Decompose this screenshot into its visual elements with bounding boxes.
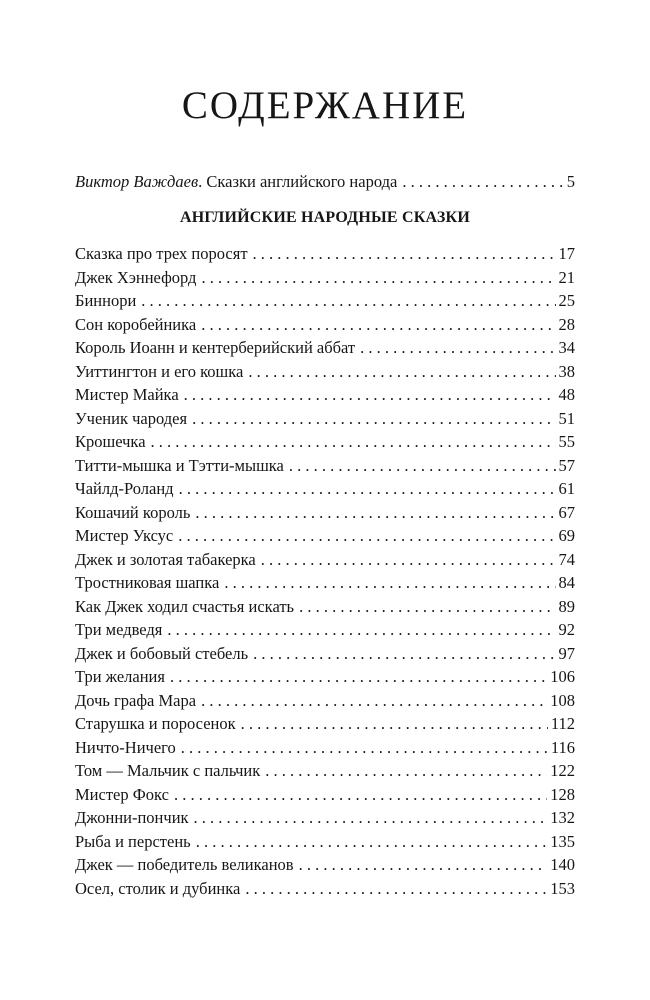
toc-entry[interactable]	[75, 266, 575, 290]
page-number: 135	[550, 831, 575, 851]
toc-entry[interactable]	[75, 712, 575, 736]
entry-title: Ученик чародея	[75, 408, 188, 428]
toc-entry[interactable]	[75, 454, 575, 478]
dot-leader	[253, 642, 555, 666]
entry-title: Дочь графа Мара	[75, 690, 197, 710]
dot-leader	[194, 806, 548, 830]
toc-entry[interactable]	[75, 689, 575, 713]
entry-title: Кошачий король	[75, 502, 191, 522]
entry-title-text: . Сказки английского народа	[198, 172, 398, 191]
page-number: 34	[558, 338, 575, 357]
entry-title: Мистер Фокс	[75, 784, 169, 804]
page-number: 89	[558, 596, 575, 616]
dot-leader	[360, 336, 555, 360]
entry-title: Мистер Уксус	[75, 526, 174, 545]
page-number: 106	[550, 667, 575, 686]
toc-entry[interactable]	[75, 665, 575, 689]
dot-leader	[192, 407, 555, 431]
toc-entry-intro[interactable]	[75, 170, 575, 194]
page-title: СОДЕРЖАНИЕ	[181, 84, 469, 127]
entry-author: Виктор Важдаев	[75, 172, 199, 191]
toc-entry[interactable]	[75, 501, 575, 525]
toc-entry[interactable]	[75, 289, 575, 313]
dot-leader	[299, 853, 548, 877]
page-number: 112	[550, 714, 575, 733]
dot-leader	[151, 430, 556, 454]
toc-entry[interactable]	[75, 477, 575, 501]
entry-title: Джек и золотая табакерка	[75, 549, 256, 569]
entry-title: Мистер Майка	[75, 385, 179, 404]
dot-leader	[201, 313, 555, 337]
toc-entry[interactable]	[75, 383, 575, 407]
toc-entry[interactable]	[75, 313, 575, 337]
page-number: 48	[558, 385, 575, 404]
page-number: 116	[550, 737, 575, 757]
toc-entry[interactable]	[75, 360, 575, 384]
entry-title: Сон коробейника	[75, 314, 197, 334]
dot-leader	[248, 360, 555, 384]
dot-leader	[265, 759, 547, 783]
page-number: 140	[550, 855, 575, 874]
entry-title: Три медведя	[75, 620, 163, 639]
entry-title: Том — Мальчик с пальчик	[75, 761, 261, 780]
toc-entry[interactable]	[75, 806, 575, 830]
section-heading: АНГЛИЙСКИЕ НАРОДНЫЕ СКАЗКИ	[179, 209, 471, 226]
page-number: 132	[550, 808, 575, 827]
entry-title: Сказка про трех поросят	[75, 244, 248, 263]
dot-leader	[195, 501, 555, 525]
dot-leader	[141, 289, 555, 313]
entry-title: Джек — победитель великанов	[75, 855, 294, 874]
toc-entry[interactable]	[75, 336, 575, 360]
toc-entry[interactable]	[75, 595, 575, 619]
page-number: 51	[558, 408, 575, 428]
entry-title: Король Иоанн и кентерберийский аббат	[75, 338, 356, 357]
toc-entry[interactable]	[75, 407, 575, 431]
dot-leader	[179, 477, 556, 501]
page-number: 25	[558, 291, 575, 310]
toc-entry[interactable]	[75, 242, 575, 266]
dot-leader	[299, 595, 555, 619]
page-number: 153	[550, 878, 575, 898]
toc-entry[interactable]	[75, 783, 575, 807]
entry-title: Биннори	[75, 291, 137, 310]
page-number: 92	[558, 620, 575, 639]
toc-entry[interactable]	[75, 618, 575, 642]
dot-leader	[402, 170, 563, 194]
dot-leader	[201, 689, 547, 713]
entry-title: Чайлд-Роланд	[75, 479, 174, 498]
page-number: 28	[558, 314, 575, 334]
entry-title: Осел, столик и дубинка	[75, 878, 241, 898]
dot-leader	[174, 783, 547, 807]
page-number: 69	[558, 526, 575, 545]
page-number: 55	[558, 432, 575, 451]
toc-entry[interactable]	[75, 430, 575, 454]
dot-leader	[289, 454, 556, 478]
page-number: 61	[558, 479, 575, 498]
entry-title: Крошечка	[75, 432, 146, 451]
entry-title: Старушка и поросенок	[75, 714, 236, 733]
toc-entry[interactable]	[75, 759, 575, 783]
toc-entry[interactable]	[75, 877, 575, 901]
page-number: 97	[558, 643, 575, 663]
dot-leader	[196, 830, 548, 854]
entry-title: Как Джек ходил счастья искать	[75, 596, 295, 616]
dot-leader	[261, 548, 556, 572]
dot-leader	[167, 618, 555, 642]
toc-entry[interactable]	[75, 853, 575, 877]
page-number: 128	[550, 784, 575, 804]
toc-list	[75, 242, 575, 900]
entry-title: Джек Хэннефорд	[75, 267, 197, 287]
page-number: 108	[550, 690, 575, 710]
dot-leader	[241, 712, 548, 736]
dot-leader	[178, 524, 555, 548]
page-number: 21	[558, 267, 575, 287]
page-number: 67	[558, 502, 575, 522]
page-number: 57	[558, 455, 575, 475]
dot-leader	[184, 383, 556, 407]
toc-entry[interactable]	[75, 736, 575, 760]
entry-title: Джонни-пончик	[75, 808, 189, 827]
page-number: 38	[558, 361, 575, 381]
toc-entry[interactable]	[75, 642, 575, 666]
entry-title: Ничто-Ничего	[75, 737, 176, 757]
dot-leader	[170, 665, 547, 689]
dot-leader	[181, 736, 548, 760]
page-number: 122	[550, 761, 575, 780]
toc-entry[interactable]	[75, 571, 575, 595]
dot-leader	[245, 877, 547, 901]
entry-title: Уиттингтон и его кошка	[75, 361, 244, 381]
entry-title: Титти-мышка и Тэтти-мышка	[75, 455, 284, 475]
entry-title: Три желания	[75, 667, 165, 686]
dot-leader	[224, 571, 555, 595]
toc-entry[interactable]	[75, 524, 575, 548]
page-number: 84	[558, 573, 575, 592]
toc-entry[interactable]	[75, 830, 575, 854]
entry-title: Джек и бобовый стебель	[75, 643, 249, 663]
dot-leader	[201, 266, 555, 290]
entry-title: Тростниковая шапка	[75, 573, 220, 592]
page-number: 5	[566, 172, 575, 191]
page-number: 74	[558, 549, 575, 569]
entry-title	[75, 170, 397, 194]
page-number: 17	[558, 244, 575, 263]
dot-leader	[253, 242, 556, 266]
toc-entry[interactable]	[75, 548, 575, 572]
entry-title: Рыба и перстень	[75, 831, 191, 851]
